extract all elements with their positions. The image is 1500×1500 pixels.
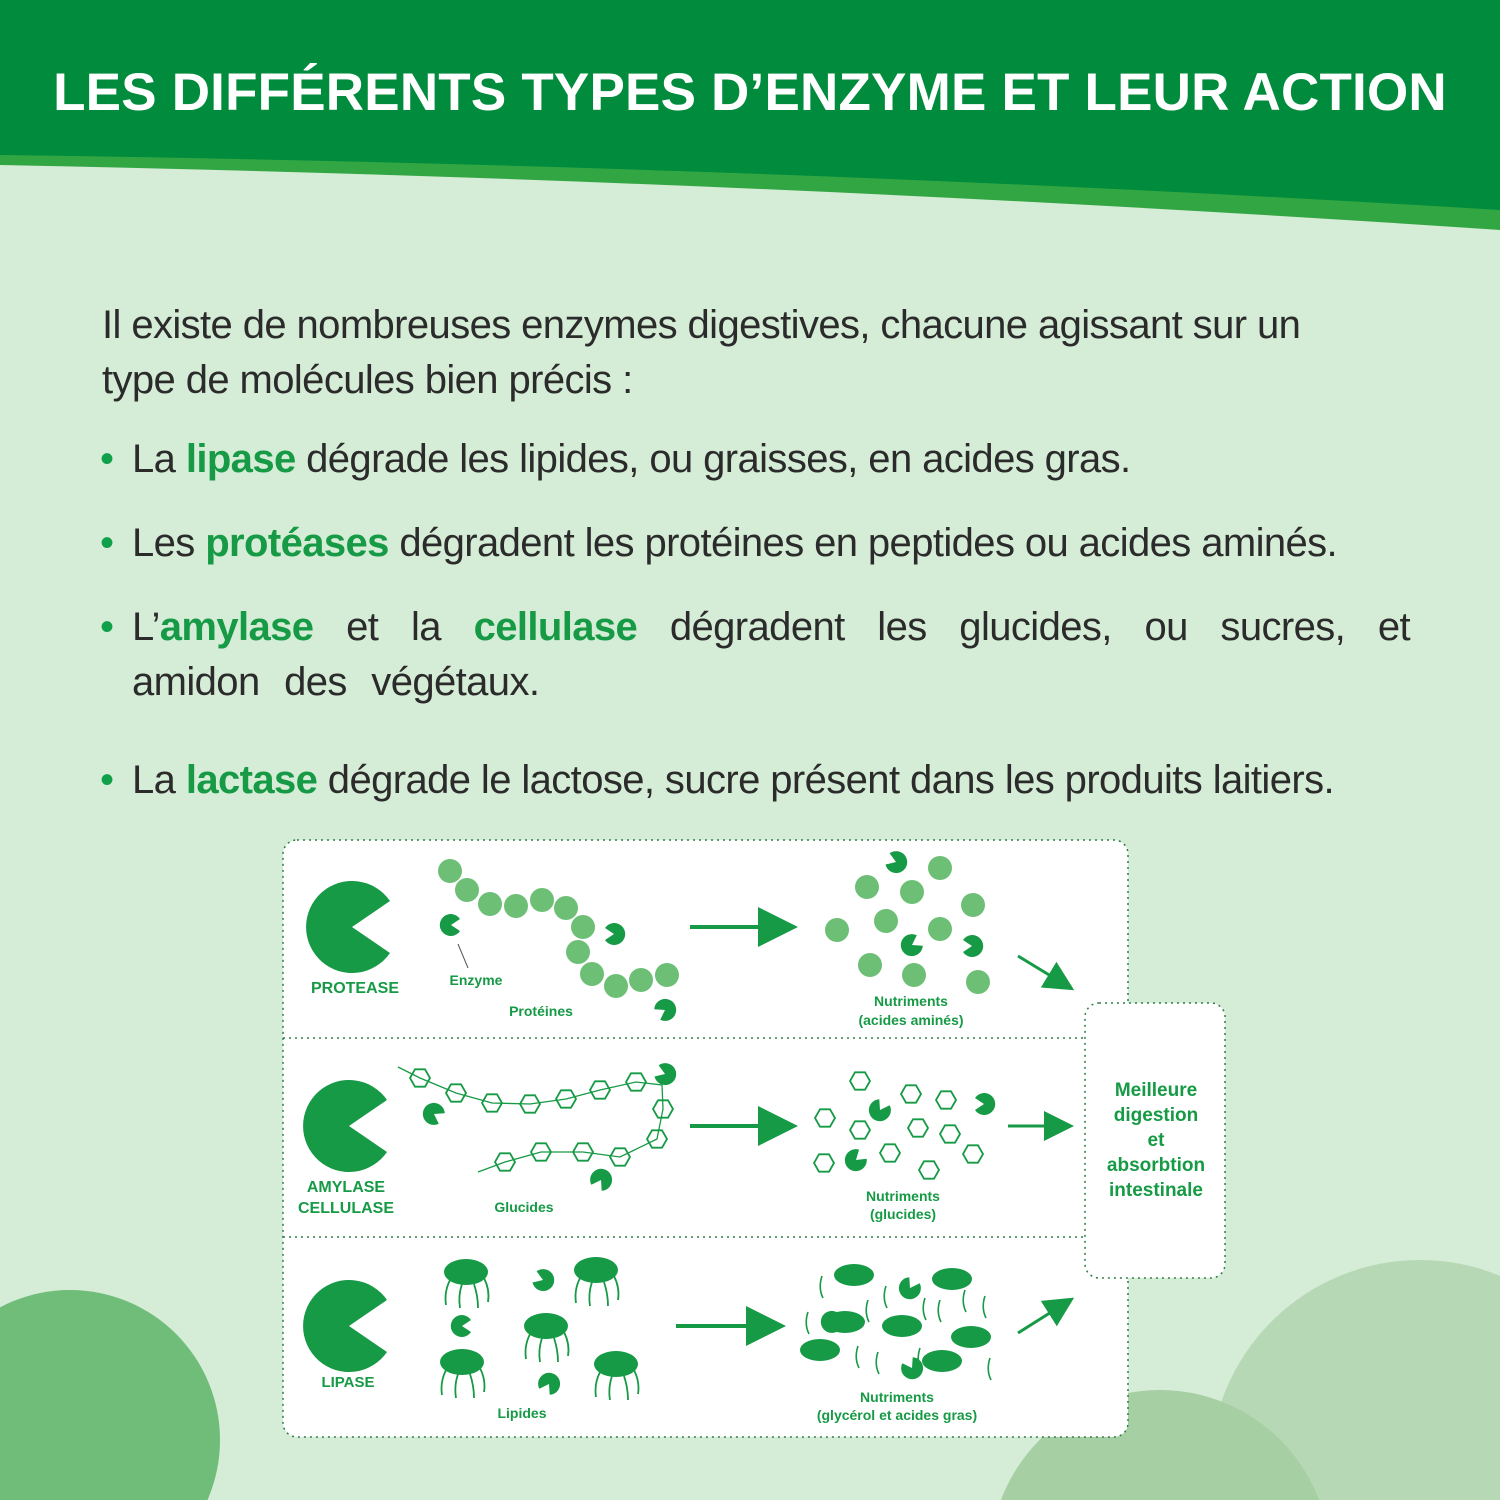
bullet-dot: • (100, 521, 114, 565)
outcome-line: intestinale (1109, 1180, 1203, 1201)
keyword-amylase: amylase (159, 605, 314, 649)
lipase-label: LIPASE (321, 1374, 375, 1391)
outcome-line: digestion (1113, 1105, 1199, 1126)
result-label: Nutriments (866, 1188, 940, 1204)
keyword-protease: protéases (205, 521, 389, 565)
result-label: (acides aminés) (858, 1012, 964, 1028)
result-label: (glucides) (869, 1206, 937, 1222)
page-title: LES DIFFÉRENTS TYPES D’ENZYME ET LEUR ACTION (53, 63, 1447, 122)
keyword-lipase: lipase (185, 437, 296, 481)
intro-line-2: type de molécules bien précis : (102, 358, 633, 402)
bullet-dot: • (100, 758, 114, 802)
bullet-dot: • (100, 437, 114, 481)
result-label: Nutriments (874, 993, 948, 1009)
result-label: Nutriments (860, 1389, 934, 1405)
cellulase-label: CELLULASE (298, 1200, 394, 1217)
outcome-line: absorbtion (1106, 1155, 1206, 1176)
keyword-lactase: lactase (185, 758, 318, 802)
protease-label: PROTEASE (310, 980, 400, 997)
outcome-line: Meilleure (1114, 1080, 1198, 1101)
list-item-lactase: • La lactase dégrade le lactose, sucre présent dans les produits laitiers. (100, 753, 1410, 808)
result-label: (glycérol et acides gras) (816, 1407, 978, 1423)
list-item-protease: • Les protéases dégradent les protéines en peptides ou acides aminés. (100, 516, 1410, 571)
enzyme-pointer-label: Enzyme (449, 972, 503, 988)
substrate-label: Glucides (494, 1199, 554, 1215)
list-item-lipase: • La lipase dégrade les lipides, ou graisses, en acides gras. (100, 432, 1410, 487)
amylase-label: AMYLASE (306, 1179, 386, 1196)
substrate-label: Protéines (509, 1003, 573, 1019)
outcome-line: et (1147, 1130, 1165, 1151)
bullet-dot: • (100, 605, 114, 649)
substrate-label: Lipides (497, 1405, 547, 1421)
intro-line-1: Il existe de nombreuses enzymes digestives, chacune agissant sur un (102, 303, 1301, 347)
list-item-amylase: • L’amylase et la cellulase dégradent les glucides, ou sucres, et amidon des végétaux. (100, 600, 1410, 710)
diagram-frame (283, 840, 1128, 1437)
keyword-cellulase: cellulase (473, 605, 638, 649)
